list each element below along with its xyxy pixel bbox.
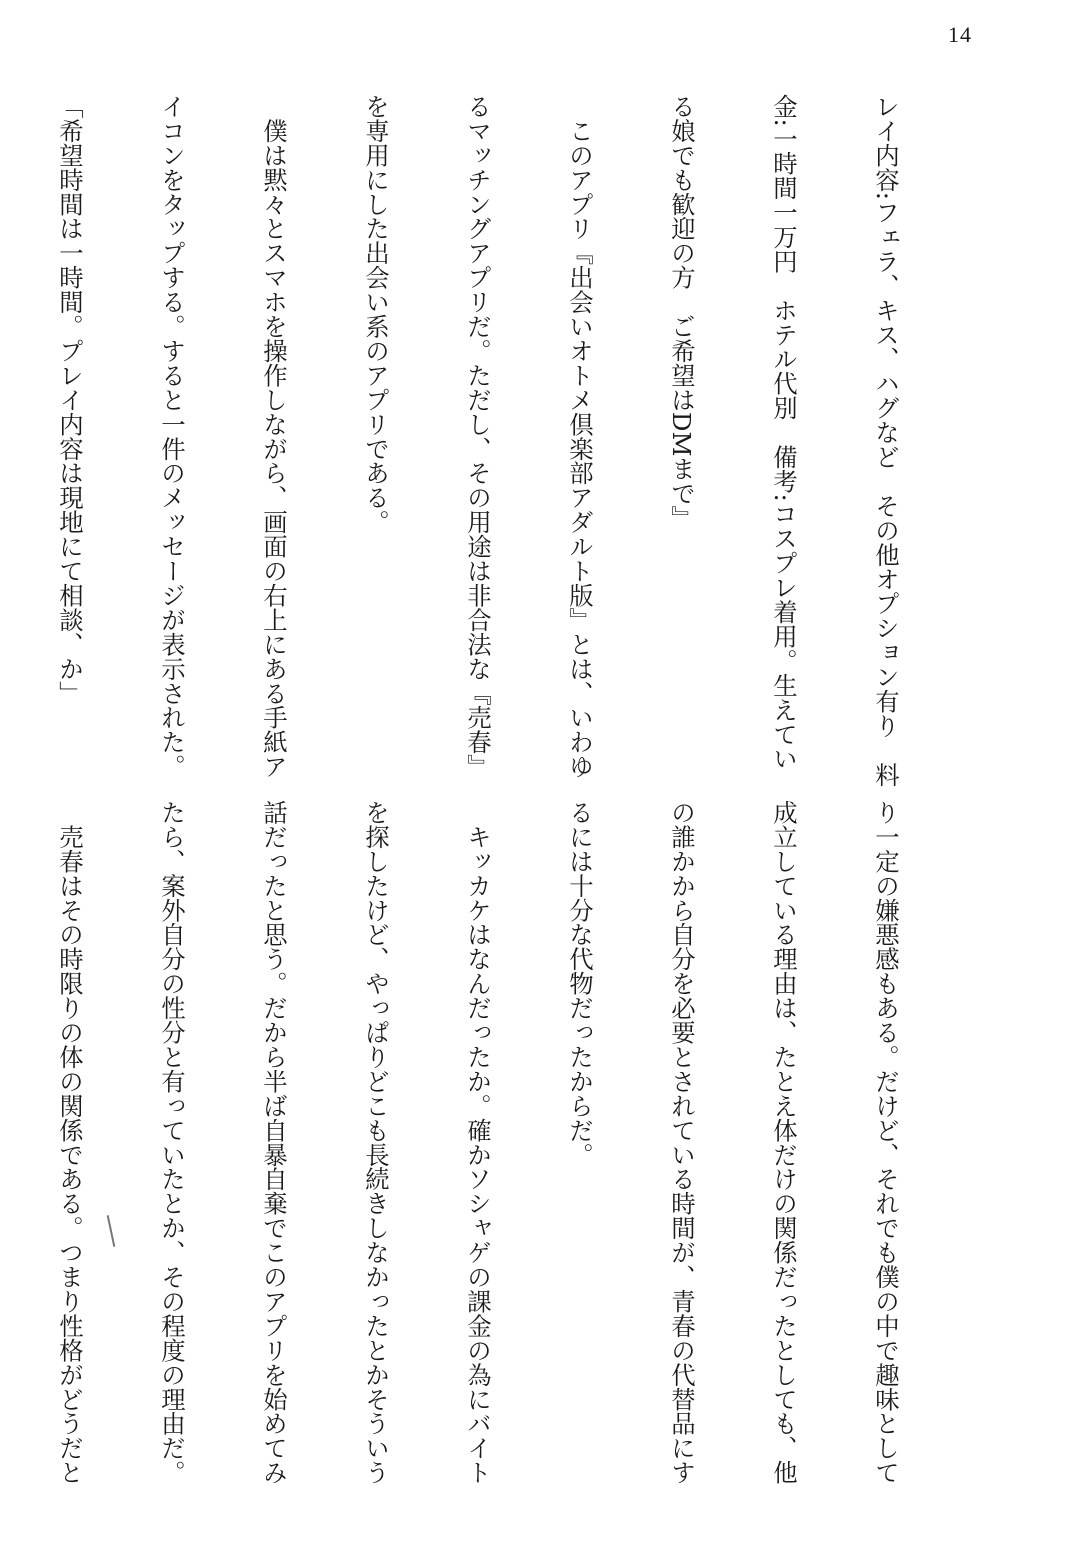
text-line: このアプリ『出会いオトメ倶楽部アダルト版』とは、いわゆ <box>565 94 594 779</box>
page-number: 14 <box>948 22 972 47</box>
text-line: 売春はその時限りの体の関係である。つまり性格がどうだと <box>55 800 84 1485</box>
text-line: り一定の嫌悪感もある。だけど、それでも僕の中で趣味として <box>871 800 900 1485</box>
text-line: レイ内容:フェラ、キス、ハグなど その他オプション有り 料 <box>871 94 900 787</box>
text-line: を探したけど、やっぱりどこも長続きしなかったとかそういう <box>361 800 390 1485</box>
text-line: たら、案外自分の性分と有っていたとか、その程度の理由だ。 <box>157 800 186 1485</box>
text-line: イコンをタップする。すると一件のメッセージが表示された。 <box>157 94 186 779</box>
text-line: を専用にした出会い系のアプリである。 <box>361 94 390 535</box>
text-line: 金:一時間一万円 ホテル代別 備考:コスプレ着用。生えてい <box>769 94 798 771</box>
text-line: の誰かから自分を必要とされている時間が、青春の代替品にす <box>667 800 696 1485</box>
text-line: 成立している理由は、たとえ体だけの関係だったとしても、他 <box>769 800 798 1485</box>
text-line: る娘でも歓迎の方 ご希望はDMまで』 <box>667 94 696 530</box>
text-line: 話だったと思う。だから半ば自暴自棄でこのアプリを始めてみ <box>259 800 288 1485</box>
lower-text-block <box>0 800 970 1500</box>
text-line: 僕は黙々とスマホを操作しながら、画面の右上にある手紙ア <box>259 94 288 779</box>
text-line: 「希望時間は一時間。プレイ内容は現地にて相談、か」 <box>55 94 84 706</box>
upper-text-block <box>0 94 970 787</box>
text-line: るマッチングアプリだ。ただし、その用途は非合法な『売春』 <box>463 94 492 779</box>
text-line: るには十分な代物だったからだ。 <box>565 800 594 1167</box>
text-line: キッカケはなんだったか。確かソシャゲの課金の為にバイト <box>463 800 492 1485</box>
